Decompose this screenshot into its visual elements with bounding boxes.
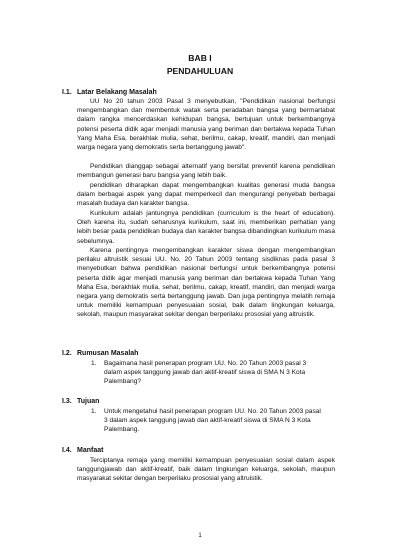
chapter-title: PENDAHULUAN bbox=[166, 66, 234, 76]
page-number: 1 bbox=[198, 533, 202, 539]
list-item-number: 1. bbox=[91, 360, 97, 367]
section-number: I.1. bbox=[62, 89, 72, 96]
section-title: Latar Belakang Masalah bbox=[77, 89, 157, 96]
paragraph: Terciptanya remaja yang memiliki kemampuan penyesuaian sosial dalam aspek tanggungjawab dan aktif-kreatif, baik dalam lingkungan keluarga, sekolah, maupun masyarakat sekitar dengan berperilaku prososial yang altruistik. bbox=[77, 457, 335, 483]
paragraph: Karena pentingnya mengembangkan karakter siswa dengan mengembangkan perilaku altruistik sesuai UU. No. 20 Tahun 2003 tentang sisdiknas pada pasal 3 menyebutkan bahwa pendidikan nasional berfungsi untuk berkembangnya potensi peserta didik agar menjadi manusia yang beriman dan bertakwa kepada Tuhan Yang Maha Esa, berakhlak mulia, sehat, berilmu, cakap, kreatif, mandiri, dan menjadi warga negara yang demokratis serta bertanggung jawab. Dan juga pentingnya melatih remaja untuk memiliki kemampuan penyesuaian sosial, baik dalam lingkungan keluarga, sekolah, maupun masyarakat sekitar dengan berperilaku prososial yang altruistik. bbox=[77, 247, 335, 319]
section-title: Tujuan bbox=[77, 398, 100, 405]
section-number: I.3. bbox=[62, 398, 72, 405]
list-item bbox=[91, 407, 321, 435]
paragraph: pendidikan diharapkan dapat mengembangkan kualitas generasi muda bangsa dalam berbagai aspek yang dapat memperkecil dan mengurangi penyebab berbagai masalah budaya dan karakter bangsa. bbox=[77, 182, 335, 208]
paragraph: Pendidikan dianggap sebagai alternatif yang bersifat preventif karena pendidikan membangun generasi baru bangsa yang lebih baik. bbox=[77, 163, 335, 180]
section-title: Manfaat bbox=[77, 447, 104, 454]
paragraph: Kurikulum adalah jantungnya pendidikan (curriculum is the heart of education). Oleh karena itu, sudah seharusnya kurikulum, saat ini, memberikan perhatian yang lebih besar pada pendidikan budaya dan karakter bangsa dibandingkan kurikulum masa sebelumnya. bbox=[77, 210, 335, 245]
paragraph: UU No 20 tahun 2003 Pasal 3 menyebutkan, "Pendidikan nasional berfungsi mengembangkan dan membentuk watak serta peradaban bangsa yang bermartabat dalam rangka mencerdaskan kehidupan bangsa, bertujuan untuk berkembangnya potensi peserta didik agar menjadi manusia yang beriman dan bertakwa kepada Tuhan Yang Maha Esa, berakhlak mulia, sehat, berilmu, cakap, kreatif, mandiri, dan menjadi warga negara yang demokratis serta bertanggung jawab". bbox=[77, 98, 335, 152]
section-number: I.4. bbox=[62, 447, 72, 454]
section-title: Rumusan Masalah bbox=[77, 350, 139, 357]
list-item-number: 1. bbox=[91, 408, 97, 415]
list-item bbox=[91, 359, 321, 387]
section-number: I.2. bbox=[62, 350, 72, 357]
list-item-text: Bagaimana hasil penerapan program UU. No. 20 Tahun 2003 pasal 3 dalam aspek tanggung jawab dan aktif-kreatif siswa di SMA N 3 Kota Palembang? bbox=[104, 360, 307, 386]
chapter-number: BAB I bbox=[188, 53, 212, 63]
list-item-text: Untuk mengetahui hasil penerapan program UU. No. 20 Tahun 2003 pasal 3 dalam aspek tanggung jawab dan aktif-kreatif siswa di SMA N 3 Kota Palembang. bbox=[104, 408, 321, 434]
